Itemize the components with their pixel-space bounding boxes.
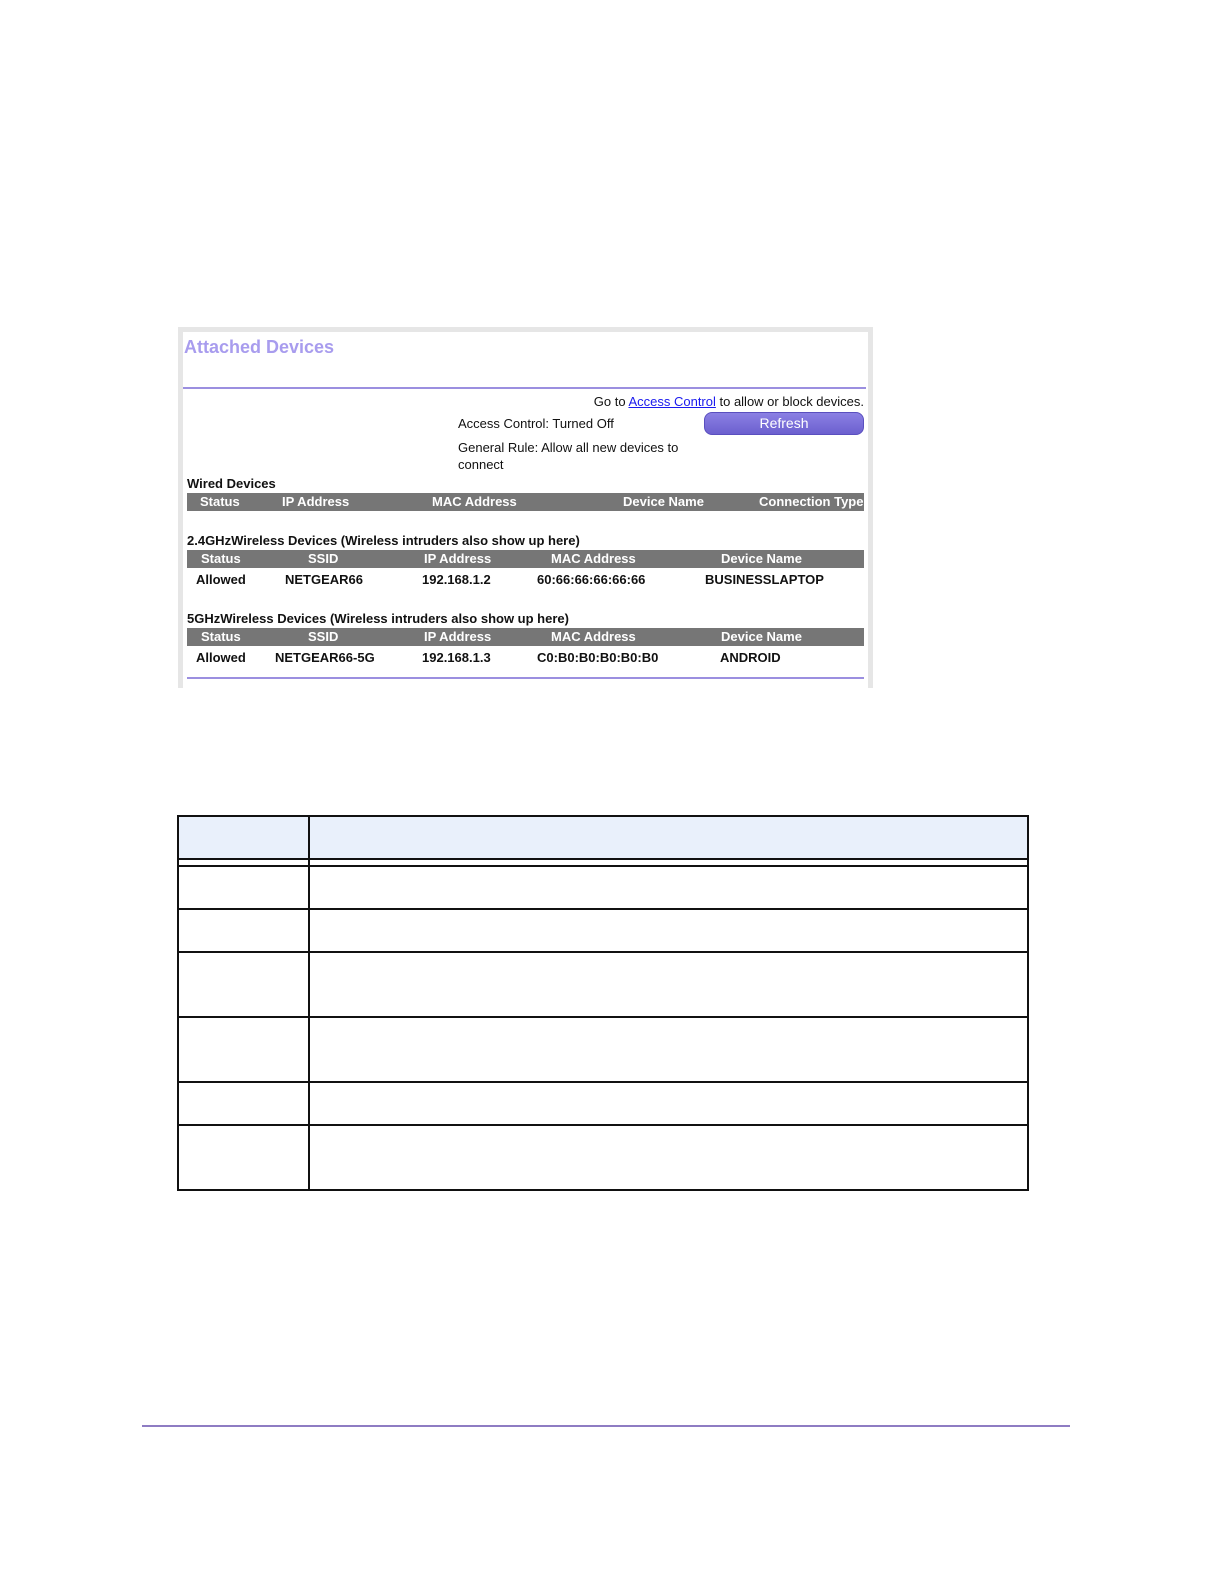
access-control-status: Access Control: Turned Off [458, 416, 614, 431]
column-header-mac: MAC Address [551, 629, 636, 644]
table-row [187, 570, 864, 590]
title-divider [183, 387, 866, 389]
column-header-connection-type: Connection Type [759, 494, 864, 509]
cell-device-name: ANDROID [720, 650, 781, 665]
table-column-divider [308, 817, 310, 1189]
attached-devices-panel [178, 327, 873, 688]
page-title: Attached Devices [184, 337, 335, 357]
wired-table-header [187, 493, 864, 511]
column-header-ip: IP Address [424, 551, 492, 566]
cell-ip: 192.168.1.2 [422, 572, 491, 587]
column-header-ssid: SSID [308, 551, 339, 566]
wireless-24-table-header [187, 550, 864, 568]
column-header-status: Status [201, 551, 241, 566]
column-header-status: Status [201, 629, 241, 644]
wireless-5-label: 5GHzWireless Devices (Wireless intruders also show up here) [187, 611, 569, 626]
wireless-24-label: 2.4GHzWireless Devices (Wireless intruders also show up here) [187, 533, 580, 548]
document-table-header [179, 817, 1027, 858]
document-table [177, 815, 1029, 1191]
column-header-device-name: Device Name [721, 629, 802, 644]
column-header-ip: IP Address [282, 494, 350, 509]
table-rule [179, 1016, 1027, 1018]
column-header-ssid: SSID [308, 629, 339, 644]
column-header-mac: MAC Address [551, 551, 636, 566]
table-rule [179, 951, 1027, 953]
refresh-button[interactable]: Refresh [704, 412, 864, 435]
cell-ssid: NETGEAR66 [285, 572, 364, 587]
column-header-status: Status [200, 494, 240, 509]
table-rule [179, 1081, 1027, 1083]
hint-prefix: Go to [593, 394, 629, 409]
cell-ssid: NETGEAR66-5G [275, 650, 375, 665]
access-control-link[interactable]: Access Control [628, 394, 716, 409]
cell-device-name: BUSINESSLAPTOP [705, 572, 824, 587]
table-row [187, 648, 864, 668]
column-header-device-name: Device Name [623, 494, 704, 509]
table-rule [179, 865, 1027, 867]
footer-divider [142, 1425, 1070, 1427]
hint-suffix: to allow or block devices. [715, 394, 864, 409]
wireless-5-table-header [187, 628, 864, 646]
access-control-hint [594, 394, 864, 409]
table-rule [179, 858, 1027, 860]
general-rule-text: General Rule: Allow all new devices to connect [458, 440, 679, 472]
cell-status: Allowed [196, 572, 246, 587]
cell-status: Allowed [196, 650, 246, 665]
cell-mac: 60:66:66:66:66:66 [537, 572, 646, 587]
table-rule [179, 1124, 1027, 1126]
column-header-mac: MAC Address [432, 494, 517, 509]
bottom-divider [187, 677, 864, 679]
cell-mac: C0:B0:B0:B0:B0:B0 [537, 650, 659, 665]
cell-ip: 192.168.1.3 [422, 650, 491, 665]
table-rule [179, 908, 1027, 910]
wired-devices-label: Wired Devices [187, 476, 276, 491]
column-header-ip: IP Address [424, 629, 492, 644]
column-header-device-name: Device Name [721, 551, 802, 566]
